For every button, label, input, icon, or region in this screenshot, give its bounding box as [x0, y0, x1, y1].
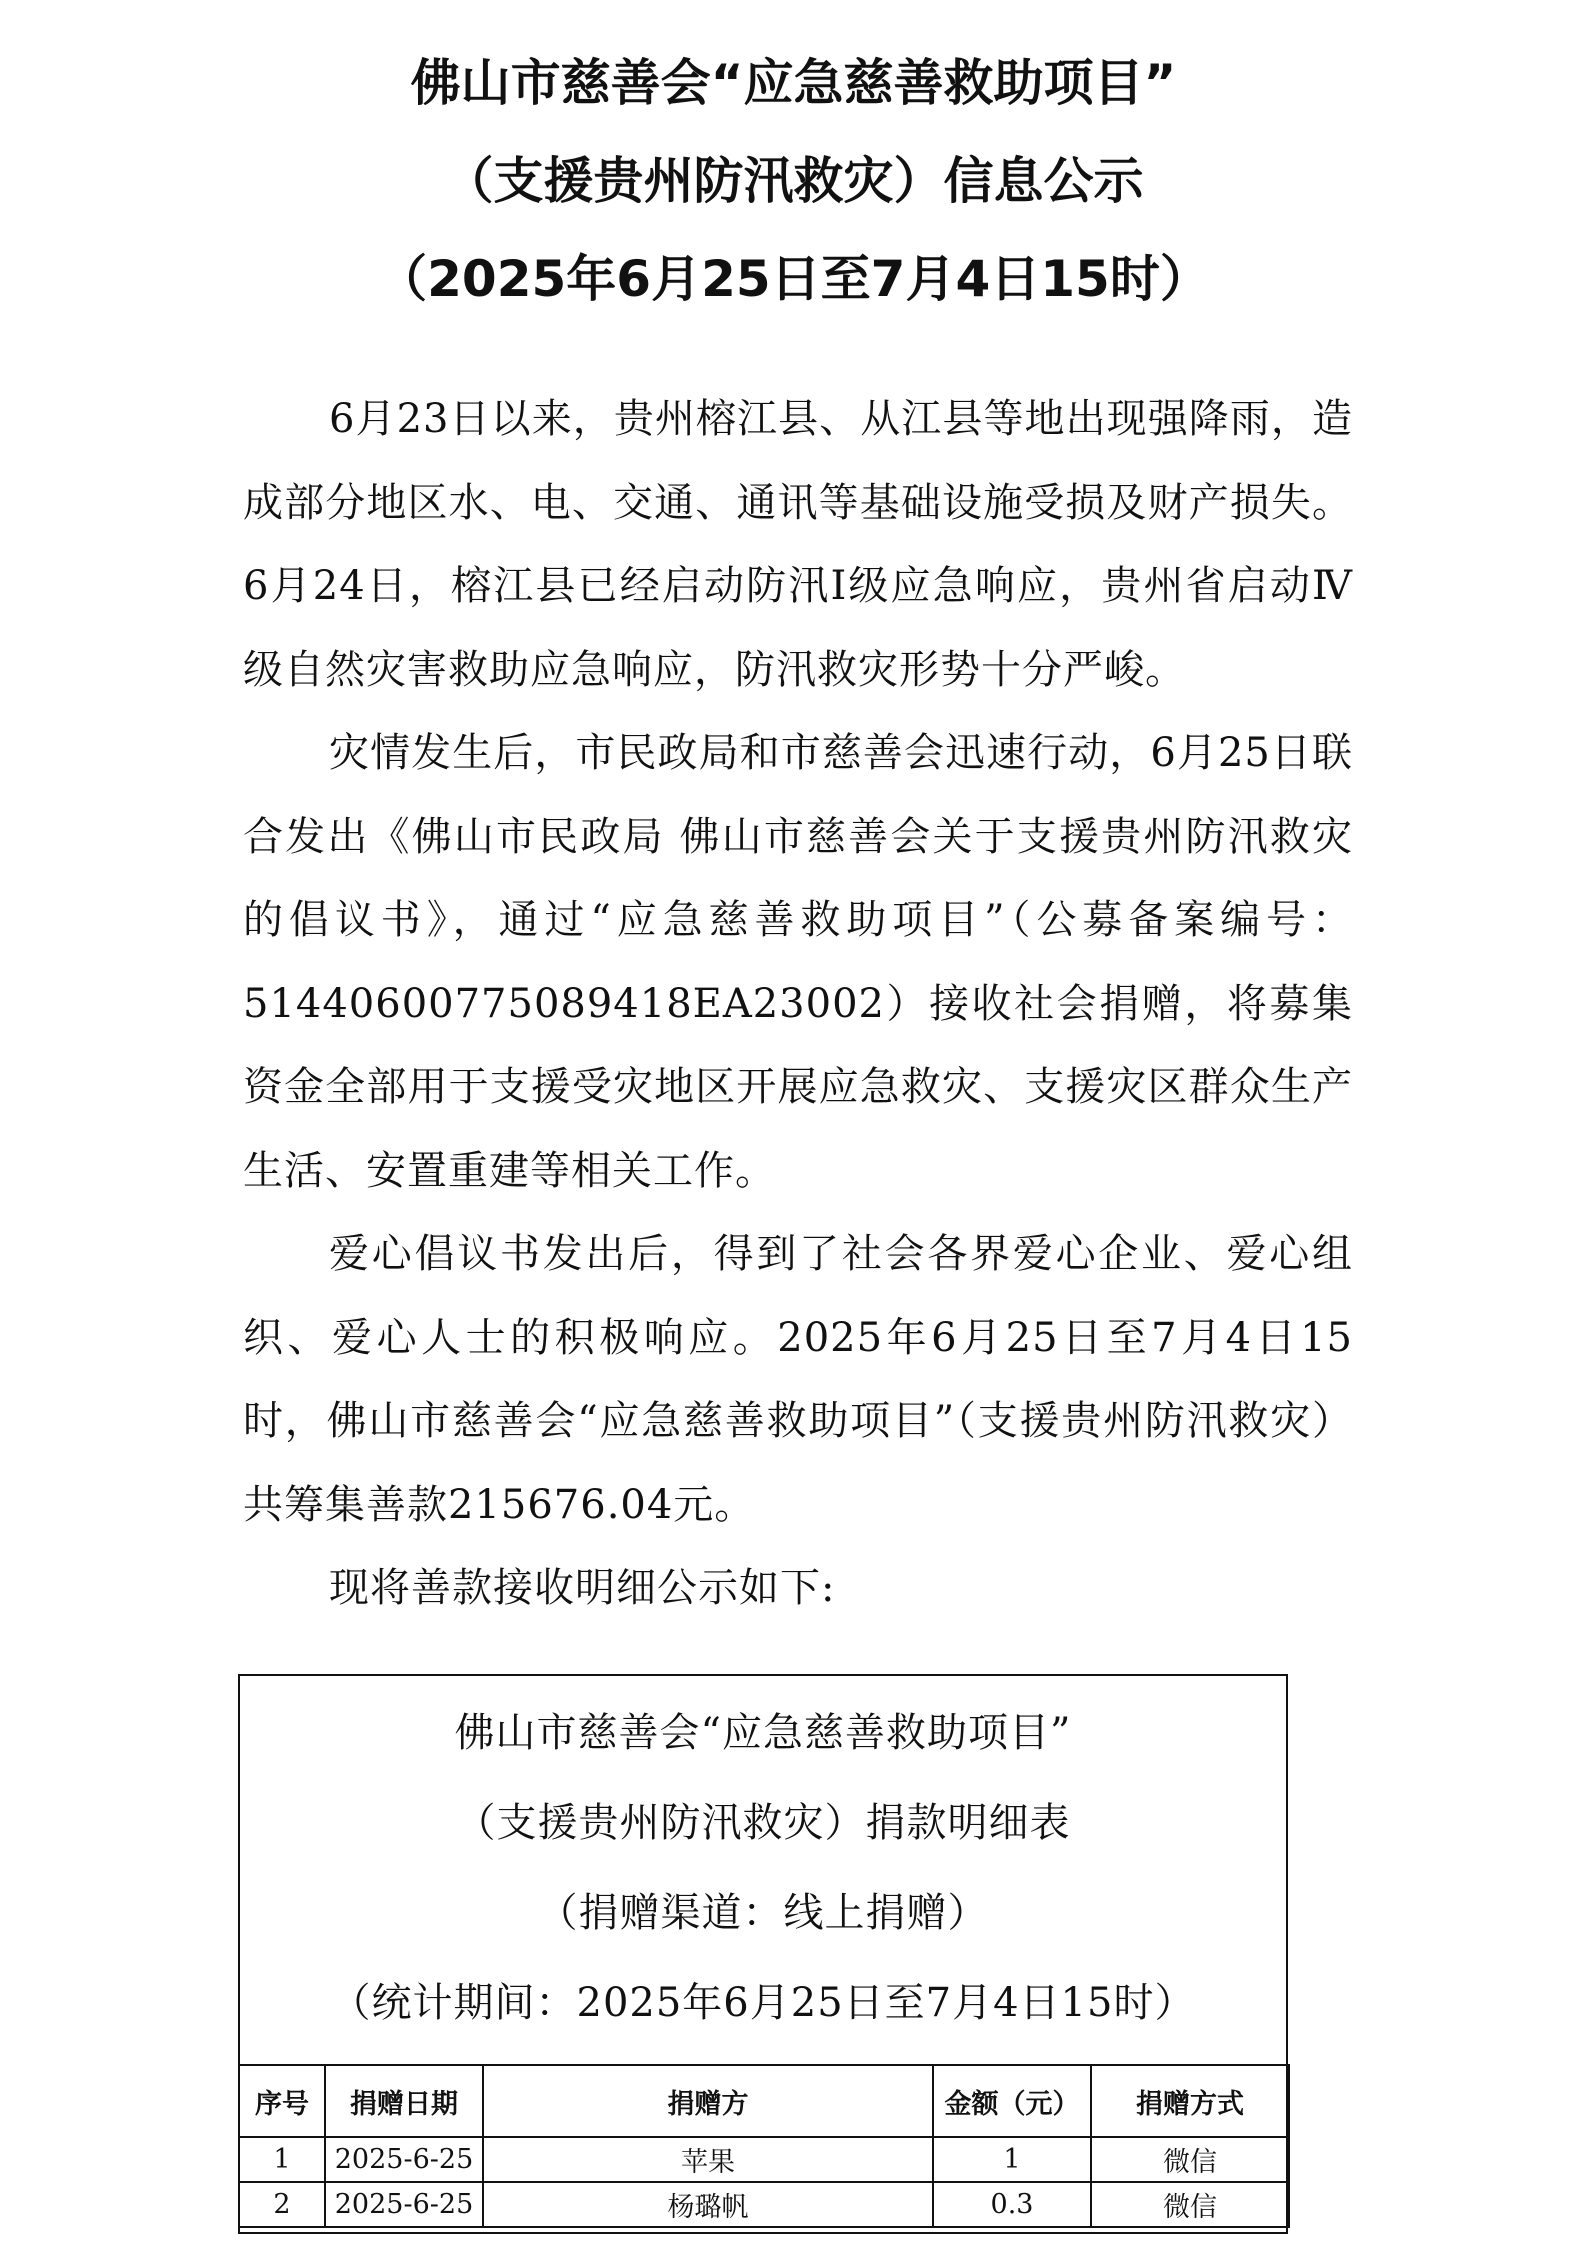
- header-date: 捐赠日期: [325, 2065, 483, 2137]
- cell-date: 2025-6-25: [325, 2182, 483, 2227]
- document-body: [243, 378, 1353, 1631]
- document-title: [0, 34, 1587, 328]
- header-method: 捐赠方式: [1091, 2065, 1289, 2137]
- table-title: [240, 1676, 1286, 2064]
- cell-amount: 0.3: [933, 2182, 1091, 2227]
- cell-donor: 苹果: [483, 2137, 933, 2182]
- cell-method: 微信: [1091, 2137, 1289, 2182]
- paragraph-response: 爱心倡议书发出后，得到了社会各界爱心企业、爱心组织、爱心人士的积极响应。2025年6月25日至7月4日15时，佛山市慈善会“应急慈善救助项目”（支援贵州防汛救灾）共筹集善款215676.04元。: [243, 1231, 1353, 1528]
- cell-index: 1: [239, 2137, 325, 2182]
- table-title-line-4: （统计期间：2025年6月25日至7月4日15时）: [330, 1980, 1196, 2026]
- title-line-1: 佛山市慈善会“应急慈善救助项目”: [410, 54, 1177, 112]
- cell-donor: 杨璐帆: [483, 2182, 933, 2227]
- cell-date: 2025-6-25: [325, 2137, 483, 2182]
- cell-amount: 1: [933, 2137, 1091, 2182]
- paragraph-situation: 6月23日以来，贵州榕江县、从江县等地出现强降雨，造成部分地区水、电、交通、通讯等基础设施受损及财产损失。6月24日，榕江县已经启动防汛Ⅰ级应急响应，贵州省启动Ⅳ级自然灾害救助应急响应，防汛救灾形势十分严峻。: [243, 396, 1353, 693]
- cell-method: 微信: [1091, 2182, 1289, 2227]
- cell-index: 2: [239, 2182, 325, 2227]
- table-title-line-3: （捐赠渠道：线上捐赠）: [537, 1890, 989, 1936]
- header-index: 序号: [239, 2065, 325, 2137]
- paragraph-action: 灾情发生后，市民政局和市慈善会迅速行动，6月25日联合发出《佛山市民政局 佛山市慈善会关于支援贵州防汛救灾的倡议书》，通过“应急慈善救助项目”（公募备案编号：51440600775089418EA23002）接收社会捐赠，将募集资金全部用于支援受灾地区开展应急救灾、支援灾区群众生产生活、安置重建等相关工作。: [243, 730, 1353, 1194]
- header-amount: 金额（元）: [933, 2065, 1091, 2137]
- table-title-line-2: （支援贵州防汛救灾）捐款明细表: [455, 1800, 1071, 1846]
- header-donor: 捐赠方: [483, 2065, 933, 2137]
- paragraph-intro-table: 现将善款接收明细公示如下:: [329, 1565, 836, 1611]
- table-header-row: [239, 2065, 1289, 2137]
- table-row: [239, 2137, 1289, 2182]
- title-line-2: （支援贵州防汛救灾）信息公示: [443, 152, 1144, 210]
- table-row: [239, 2182, 1289, 2227]
- title-line-3: （2025年6月25日至7月4日15时）: [377, 250, 1210, 308]
- donation-table: [238, 2064, 1290, 2228]
- donation-table-box: [238, 1674, 1288, 2234]
- table-title-line-1: 佛山市慈善会“应急慈善救助项目”: [454, 1710, 1072, 1756]
